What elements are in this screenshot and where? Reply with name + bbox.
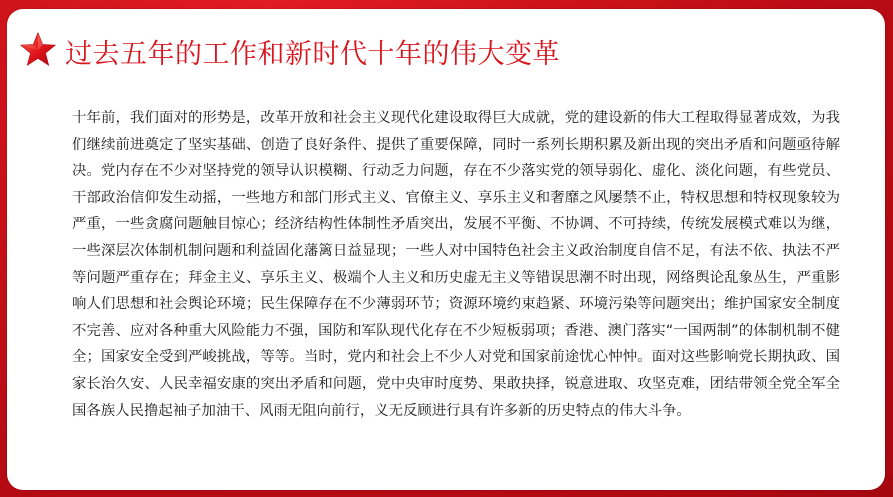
page-title: 过去五年的工作和新时代十年的伟大变革 <box>65 39 560 70</box>
body-paragraph: 十年前，我们面对的形势是，改革开放和社会主义现代化建设取得巨大成就，党的建设新的伟大工程取得显著成效，为我们继续前进奠定了坚实基础、创造了良好条件、提供了重要保障，同时一系列长期积累及新出现的突出矛盾和问题亟待解决。党内存在不少对坚持党的领导认识模糊、行动乏力问题，存在不少落实党的领导弱化、虚化、淡化问题，有些党员、干部政治信仰发生动摇，一些地方和部门形式主义、官僚主义、享乐主义和奢靡之风屡禁不止，特权思想和特权现象较为严重，一些贪腐问题触目惊心；经济结构性体制性矛盾突出，发展不平衡、不协调、不可持续，传统发展模式难以为继，一些深层次体制机制问题和利益固化藩篱日益显现；一些人对中国特色社会主义政治制度自信不足，有法不依、执法不严等问题严重存在；拜金主义、享乐主义、极端个人主义和历史虚无主义等错误思潮不时出现，网络舆论乱象丛生，严重影响人们思想和社会舆论环境；民生保障存在不少薄弱环节；资源环境约束趋紧、环境污染等问题突出；维护国家安全制度不完善、应对各种重大风险能力不强，国防和军队现代化存在不少短板弱项；香港、澳门落实“一国两制”的体制机制不健全；国家安全受到严峻挑战，等等。当时，党内和社会上不少人对党和国家前途忧心忡忡。面对这些影响党长期执政、国家长治久安、人民幸福安康的突出矛盾和问题，党中央审时度势、果敢抉择，锐意进取、攻坚克难，团结带领全党全军全国各族人民撸起袖子加油干、风雨无阻向前行，义无反顾进行具有许多新的历史特点的伟大斗争。 <box>72 110 840 419</box>
red-star-icon <box>19 31 57 69</box>
content-card <box>7 9 885 490</box>
